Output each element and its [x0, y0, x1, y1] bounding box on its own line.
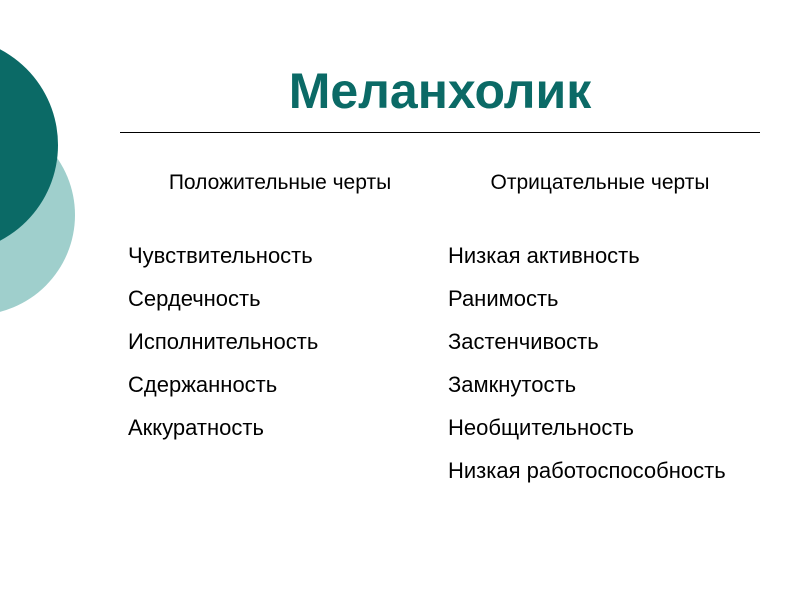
positive-traits-header: Положительные черты — [168, 171, 392, 194]
list-item: Замкнутость — [448, 372, 577, 397]
decorative-circles — [0, 0, 90, 320]
list-item: Сдержанность — [128, 372, 278, 397]
list-item: Низкая работоспособность — [448, 458, 726, 483]
positive-traits-list — [128, 236, 428, 451]
list-item: Застенчивость — [448, 329, 599, 354]
slide-title: Меланхолик — [288, 63, 592, 119]
list-item: Необщительность — [448, 415, 634, 440]
list-item: Чувствительность — [128, 243, 313, 268]
list-item: Аккуратность — [128, 415, 264, 440]
title-divider — [120, 132, 760, 133]
list-item: Низкая активность — [448, 243, 640, 268]
negative-traits-list — [448, 236, 778, 494]
negative-traits-header: Отрицательные черты — [490, 171, 710, 194]
list-item: Ранимость — [448, 286, 559, 311]
list-item: Сердечность — [128, 286, 261, 311]
list-item: Исполнительность — [128, 329, 319, 354]
